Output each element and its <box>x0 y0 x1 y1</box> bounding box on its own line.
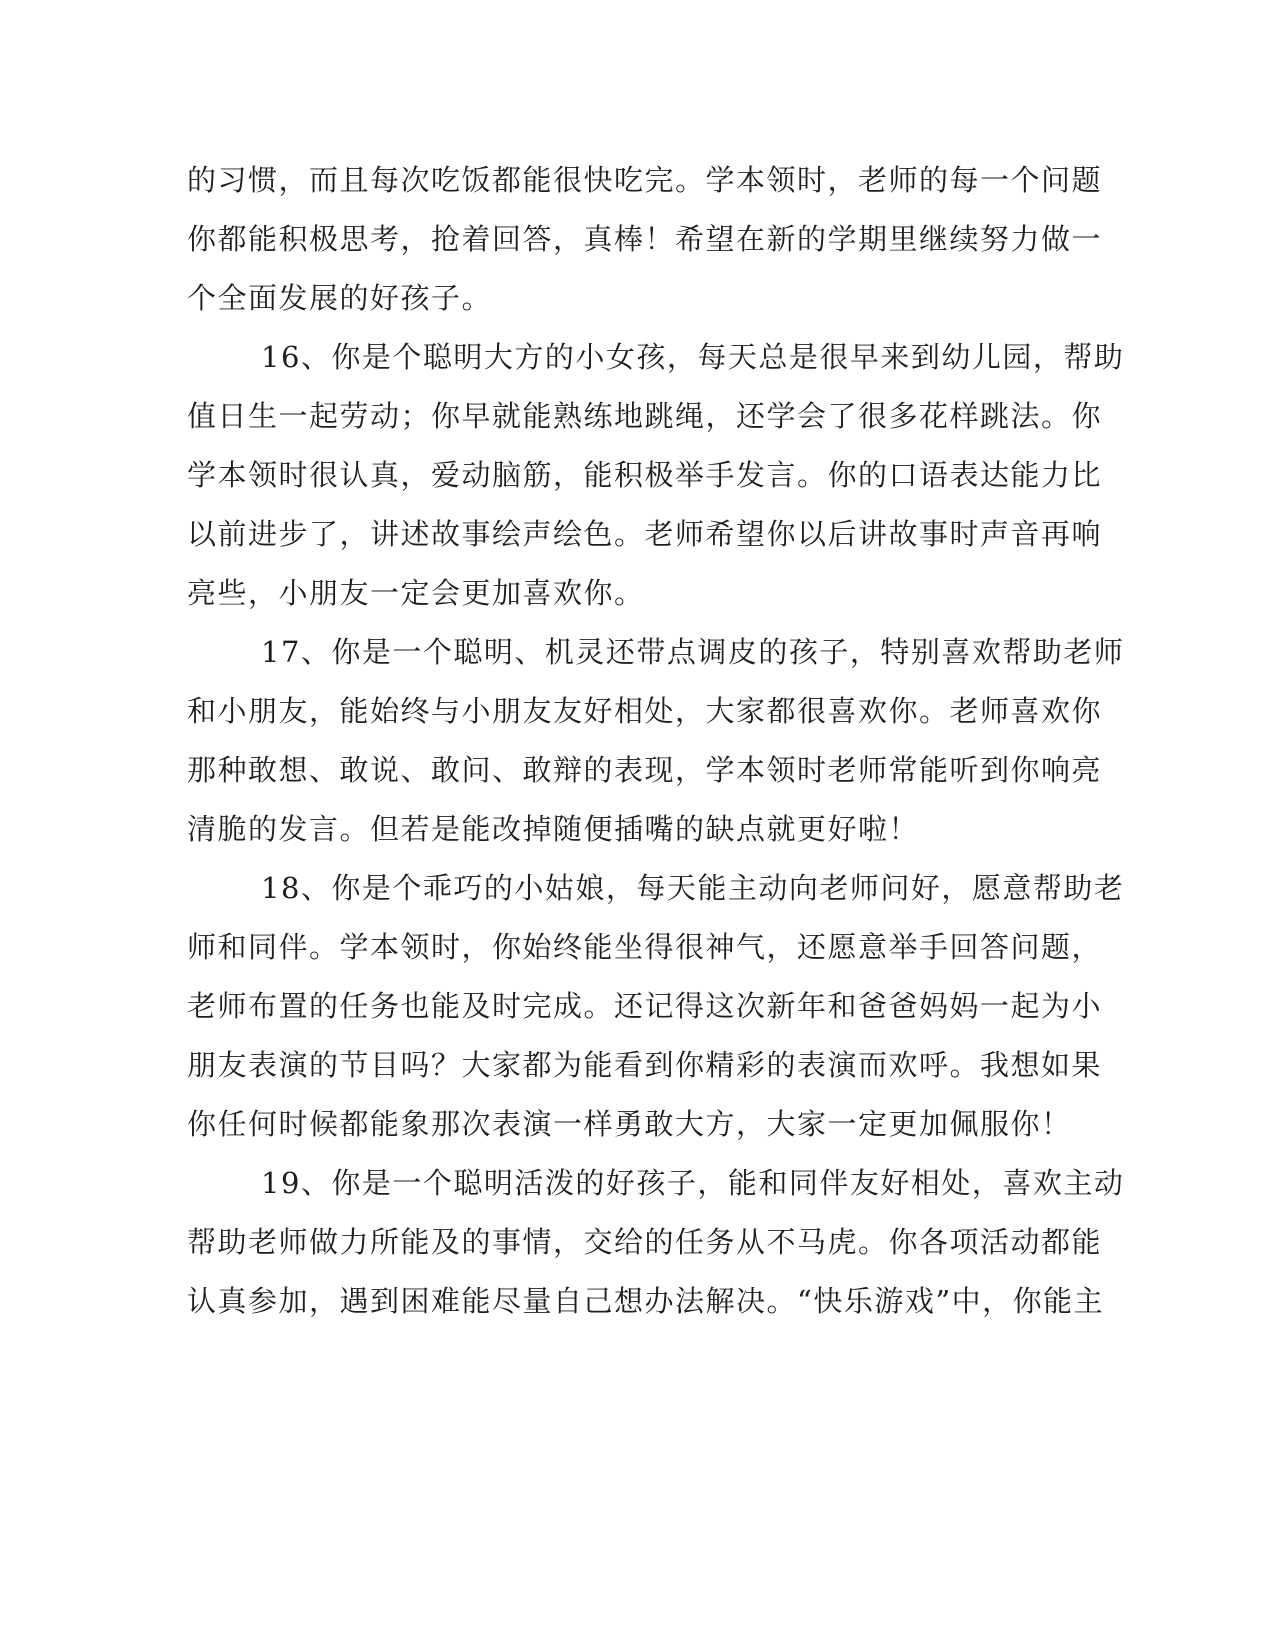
paragraph-continued <box>187 158 1103 335</box>
text-line: 学本领时很认真，爱动脑筋，能积极举手发言。你的口语表达能力比 <box>187 458 1103 492</box>
paragraph-16 <box>187 335 1125 630</box>
text-line: 17、你是一个聪明、机灵还带点调皮的孩子，特别喜欢帮助老师 <box>261 635 1125 669</box>
text-line: 16、你是个聪明大方的小女孩，每天总是很早来到幼儿园，帮助 <box>261 340 1125 374</box>
text-line: 那种敢想、敢说、敢问、敢辩的表现，学本领时老师常能听到你响亮 <box>187 753 1103 787</box>
text-line: 师和同伴。学本领时，你始终能坐得很神气，还愿意举手回答问题， <box>187 930 1103 964</box>
text-line: 你任何时候都能象那次表演一样勇敢大方，大家一定更加佩服你！ <box>187 1107 1072 1141</box>
paragraph-17 <box>187 630 1125 866</box>
paragraph-19 <box>187 1161 1125 1345</box>
paragraph-18 <box>187 866 1125 1161</box>
text-line: 18、你是个乖巧的小姑娘，每天能主动向老师问好，愿意帮助老 <box>261 871 1125 905</box>
text-line: 和小朋友，能始终与小朋友友好相处，大家都很喜欢你。老师喜欢你 <box>187 694 1103 728</box>
text-line: 个全面发展的好孩子。 <box>187 281 493 315</box>
text-line: 帮助老师做力所能及的事情，交给的任务从不马虎。你各项活动都能 <box>187 1225 1103 1259</box>
text-line: 你都能积极思考，抢着回答，真棒！希望在新的学期里继续努力做一 <box>187 222 1103 256</box>
text-line: 19、你是一个聪明活泼的好孩子，能和同伴友好相处，喜欢主动 <box>261 1166 1125 1200</box>
text-line: 亮些，小朋友一定会更加喜欢你。 <box>187 576 645 610</box>
text-line: 朋友表演的节目吗？大家都为能看到你精彩的表演而欢呼。我想如果 <box>187 1048 1103 1082</box>
document-body <box>187 158 1125 1345</box>
text-line: 的习惯，而且每次吃饭都能很快吃完。学本领时，老师的每一个问题 <box>187 163 1103 197</box>
text-line: 老师布置的任务也能及时完成。还记得这次新年和爸爸妈妈一起为小 <box>187 989 1103 1023</box>
text-line: 清脆的发言。但若是能改掉随便插嘴的缺点就更好啦！ <box>187 812 920 846</box>
text-line: 认真参加，遇到困难能尽量自己想办法解决。“快乐游戏”中，你能主 <box>187 1284 1105 1318</box>
text-line: 以前进步了，讲述故事绘声绘色。老师希望你以后讲故事时声音再响 <box>187 517 1103 551</box>
text-line: 值日生一起劳动；你早就能熟练地跳绳，还学会了很多花样跳法。你 <box>187 399 1103 433</box>
